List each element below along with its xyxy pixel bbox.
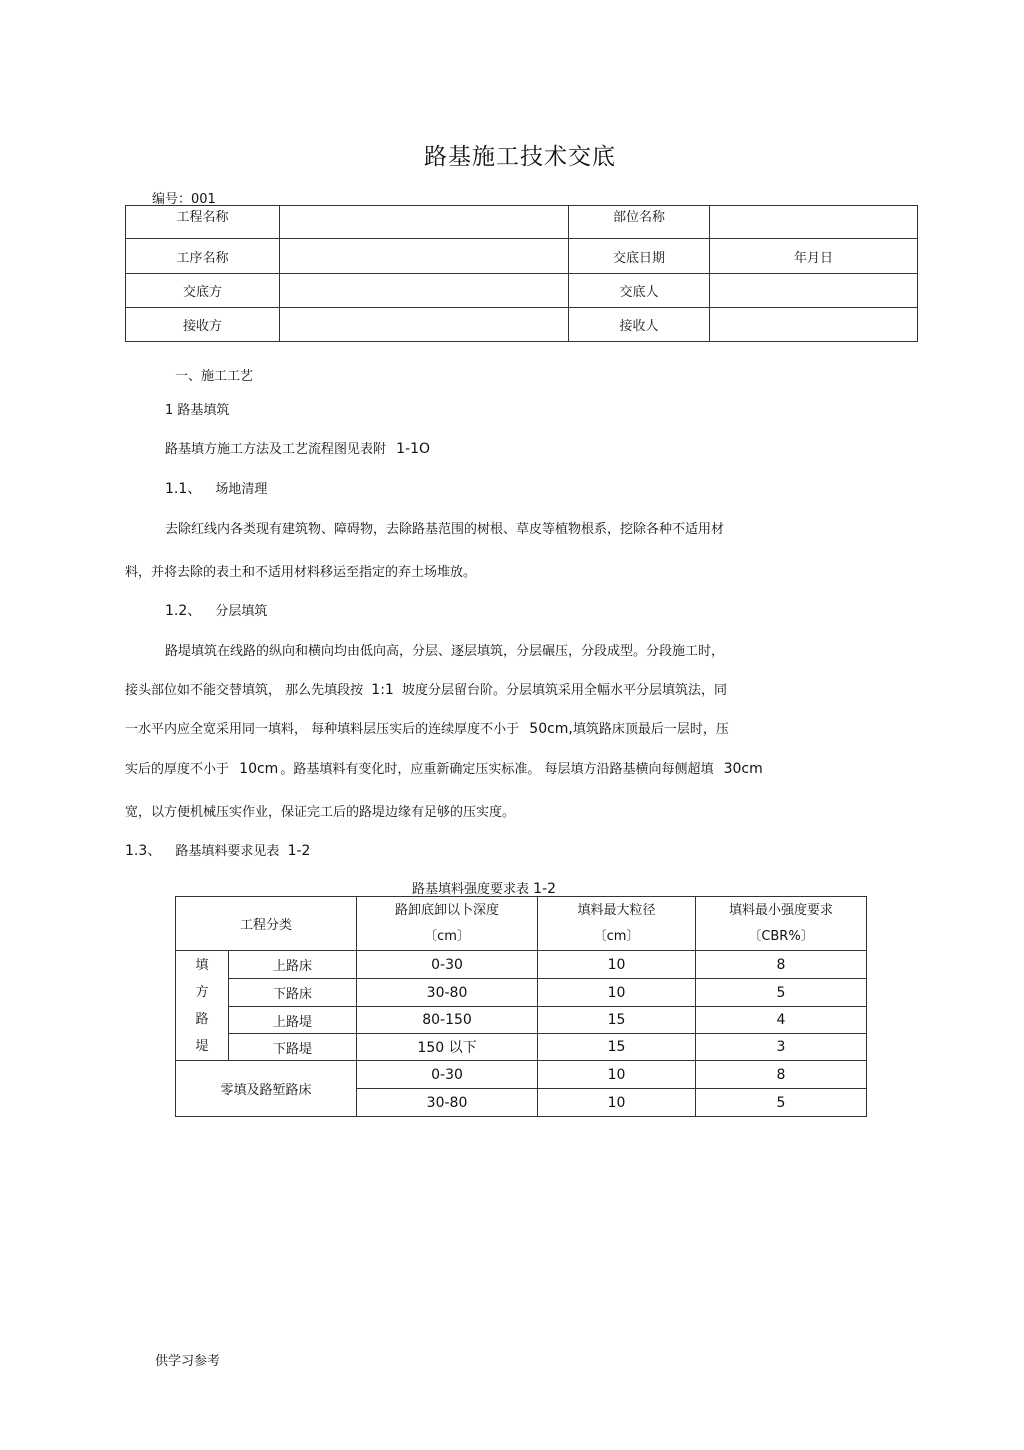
table-row xyxy=(176,1034,867,1061)
info-row xyxy=(126,308,918,342)
cbr-cell: 5 xyxy=(696,1089,867,1117)
footer-note: 供学习参考 xyxy=(155,1354,221,1369)
grain-size-cell: 10 xyxy=(538,1089,696,1117)
depth-cell: 30-80 xyxy=(357,979,538,1007)
paragraph-line xyxy=(125,718,729,737)
info-value xyxy=(710,206,918,239)
group-char: 路 xyxy=(195,1011,209,1027)
grain-size-cell: 10 xyxy=(538,951,696,979)
table-row xyxy=(176,1061,867,1089)
table-row xyxy=(176,1007,867,1034)
info-label: 工序名称 xyxy=(126,239,280,274)
page-title: 路基施工技术交底 xyxy=(424,144,616,170)
grain-size-cell: 10 xyxy=(538,979,696,1007)
paragraph-text: 一水平内应全宽采用同一填料， 每种填料层压实后的连续厚度不小于 xyxy=(125,722,520,737)
info-table xyxy=(125,205,918,342)
depth-cell: 0-30 xyxy=(357,1061,538,1089)
section-heading: 一、施工工艺 xyxy=(175,369,254,384)
layer-name: 下路堤 xyxy=(229,1034,357,1061)
header-unit: 〔cm〕 xyxy=(593,928,640,944)
info-label: 交底人 xyxy=(569,274,710,308)
heading-text: 分层填筑 xyxy=(215,604,268,619)
fill-requirements-table xyxy=(175,896,867,1117)
info-label: 接收人 xyxy=(569,308,710,342)
slope-value: 1:1 xyxy=(371,682,394,698)
depth-cell: 30-80 xyxy=(357,1089,538,1117)
heading-number: 1.1、 xyxy=(165,481,202,497)
info-value xyxy=(710,274,918,308)
paragraph-line: 路堤填筑在线路的纵向和横向均由低向高，分层、逐层填筑，分层碾压，分段成型。分段施工时， xyxy=(165,644,725,659)
subsection-heading: 1 路基填筑 xyxy=(165,403,230,418)
paragraph-line xyxy=(125,679,727,698)
caption-number: 1-2 xyxy=(533,881,557,897)
table-row xyxy=(176,979,867,1007)
grain-size-cell: 15 xyxy=(538,1034,696,1061)
group-label-zero-fill: 零填及路堑路床 xyxy=(176,1061,357,1117)
header-unit: 〔CBR%〕 xyxy=(748,928,814,944)
heading-text: 场地清理 xyxy=(215,482,268,497)
paragraph-text: 坡度分层留台阶。分层填筑采用全幅水平分层填筑法，同 xyxy=(401,683,727,698)
layer-name: 上路床 xyxy=(229,951,357,979)
info-label: 部位名称 xyxy=(569,206,710,239)
info-label: 交底方 xyxy=(126,274,280,308)
layer-name: 下路床 xyxy=(229,979,357,1007)
cbr-cell: 5 xyxy=(696,979,867,1007)
header-text: 填料最大粒径 xyxy=(577,902,656,918)
table-caption xyxy=(412,878,556,897)
depth-cell: 0-30 xyxy=(357,951,538,979)
paragraph-line: 宽，以方便机械压实作业，保证完工后的路堤边缘有足够的压实度。 xyxy=(125,805,516,820)
info-label: 交底日期 xyxy=(569,239,710,274)
header-category: 工程分类 xyxy=(176,897,357,951)
cbr-cell: 8 xyxy=(696,951,867,979)
paragraph-line: 料，并将去除的表土和不适用材料移运至指定的弃土场堆放。 xyxy=(125,565,477,580)
cbr-cell: 4 xyxy=(696,1007,867,1034)
paragraph-text: 填筑路床顶最后一层时，压 xyxy=(572,722,729,737)
group-char: 堤 xyxy=(195,1038,209,1054)
table-row xyxy=(176,951,867,979)
table-reference: 1-2 xyxy=(287,843,311,859)
doc-number: 编号：001 xyxy=(152,192,216,207)
depth-cell: 150 以下 xyxy=(357,1034,538,1061)
info-value: 年月日 xyxy=(710,239,918,274)
header-grain-size xyxy=(538,897,696,951)
overfill-value: 30cm xyxy=(723,761,763,777)
heading-1-3 xyxy=(125,840,310,860)
info-label: 接收方 xyxy=(126,308,280,342)
cbr-cell: 8 xyxy=(696,1061,867,1089)
grain-size-cell: 15 xyxy=(538,1007,696,1034)
heading-number: 1.2、 xyxy=(165,603,202,619)
group-label-fill-embankment xyxy=(176,951,229,1061)
group-char: 方 xyxy=(195,984,209,1000)
info-value xyxy=(280,274,569,308)
header-cbr xyxy=(696,897,867,951)
header-depth xyxy=(357,897,538,951)
info-row xyxy=(126,206,918,239)
heading-1-2 xyxy=(165,600,267,620)
header-text: 路卸底卸以卜深度 xyxy=(395,902,500,918)
paragraph-text: 。路基填料有变化时，应重新确定压实标准。 每层填方沿路基横向每侧超填 xyxy=(280,762,714,777)
thickness-value: 50cm, xyxy=(529,721,573,737)
depth-cell: 80-150 xyxy=(357,1007,538,1034)
heading-text: 路基填料要求见表 xyxy=(175,844,280,859)
info-value xyxy=(280,308,569,342)
header-text: 填料最小强度要求 xyxy=(729,902,834,918)
layer-name: 上路堤 xyxy=(229,1007,357,1034)
info-row xyxy=(126,239,918,274)
paragraph-line: 去除红线内各类现有建筑物、障碍物，去除路基范围的树根、草皮等植物根系，挖除各种不适用材 xyxy=(165,522,725,537)
info-value xyxy=(280,239,569,274)
grain-size-cell: 10 xyxy=(538,1061,696,1089)
info-row xyxy=(126,274,918,308)
table-reference: 1-1O xyxy=(396,441,431,457)
paragraph-text: 接头部位如不能交替填筑， 那么先填段按 xyxy=(125,683,364,698)
paragraph-text: 路基填方施工方法及工艺流程图见表附 xyxy=(165,442,387,457)
heading-number: 1.3、 xyxy=(125,843,162,859)
paragraph-text: 实后的厚度不小于 xyxy=(125,762,230,777)
heading-1-1 xyxy=(165,478,267,498)
paragraph-line xyxy=(165,438,430,457)
thickness-value: 10cm xyxy=(239,761,279,777)
info-value xyxy=(710,308,918,342)
group-char: 填 xyxy=(195,957,209,973)
header-unit: 〔cm〕 xyxy=(424,928,470,944)
paragraph-line xyxy=(125,758,763,777)
table-header-row xyxy=(176,897,867,951)
caption-text: 路基填料强度要求表 xyxy=(412,882,530,897)
info-label: 工程名称 xyxy=(126,206,280,239)
info-value xyxy=(280,206,569,239)
cbr-cell: 3 xyxy=(696,1034,867,1061)
